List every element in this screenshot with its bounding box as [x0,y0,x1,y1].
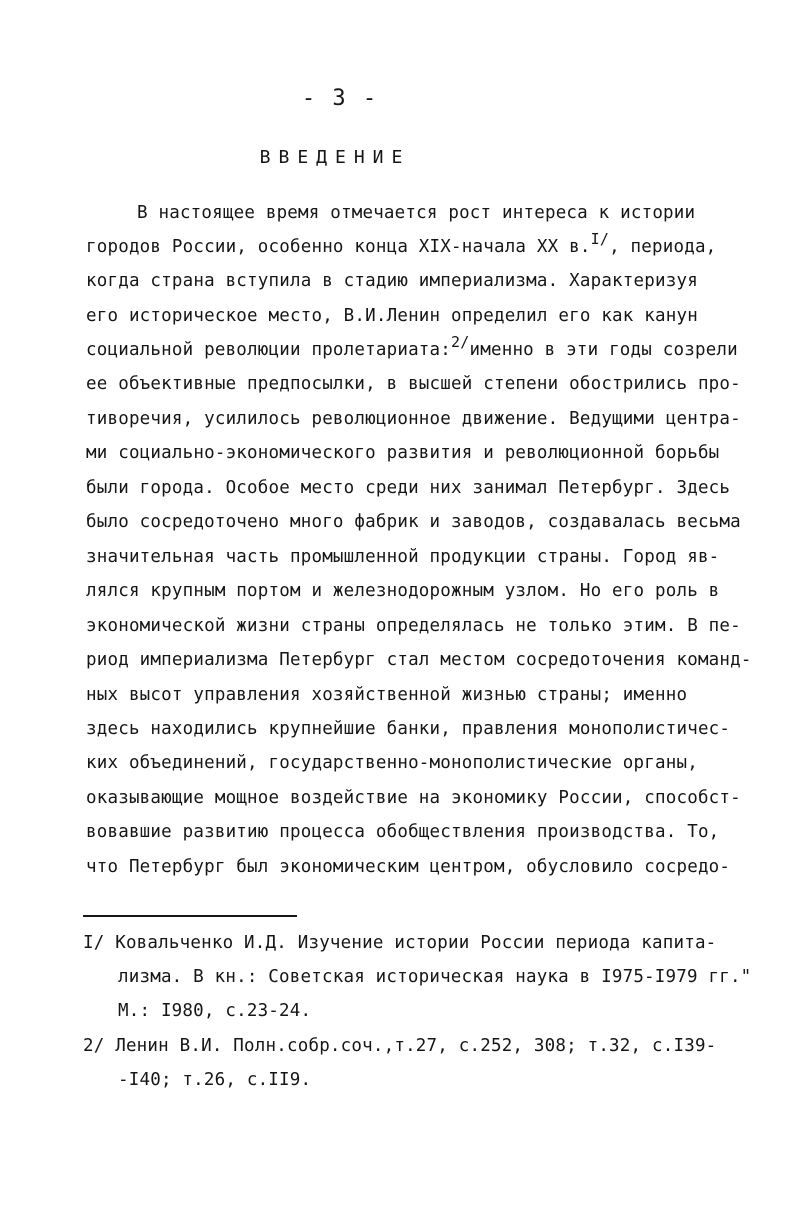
body-line: оказывающие мощное воздействие на экономику России, способст- [86,788,741,808]
page-number: - 3 - [301,86,379,111]
section-heading: ВВЕДЕНИЕ [259,147,411,168]
footnote-divider [83,915,297,917]
body-line: ных высот управления хозяйственной жизнью страны; именно [86,685,688,705]
body-line: тиворечия, усилилось революционное движение. Ведущими центра- [86,409,741,429]
footnote-ref-1: I/ [590,230,610,248]
footnote-line: I/ Ковальченко И.Д. Изучение истории России периода капита- [83,933,717,953]
footnote-line: лизма. В кн.: Советская историческая наука в I975-I979 гг." [118,967,752,987]
body-line: значительная часть промышленной продукции страны. Город яв- [86,547,720,567]
body-line: были города. Особое место среди них занимал Петербург. Здесь [86,478,731,498]
body-line: ких объединений, государственно-монополистические органы, [86,753,698,773]
body-line: здесь находились крупнейшие банки, правления монополистичес- [86,719,731,739]
body-line: что Петербург был экономическим центром, обусловило сосредо- [86,857,731,877]
body-line-text: именно в эти годы созрели [469,340,738,360]
body-line: когда страна вступила в стадию империализма. Характеризуя [86,271,698,291]
body-line [86,333,738,361]
body-line: было сосредоточено много фабрик и заводов, создавалась весьма [86,512,741,532]
body-line: В настоящее время отмечается рост интереса к истории [137,203,696,223]
body-line: лялся крупным портом и железнодорожным узлом. Но его роль в [86,581,720,601]
body-line: экономической жизни страны определялась не только этим. В пе- [86,616,741,636]
footnote-line: -I40; т.26, с.II9. [118,1070,312,1090]
footnote-ref-2: 2/ [451,333,470,351]
body-line-text: социальной революции пролетариата: [86,340,452,360]
body-line: риод империализма Петербург стал местом сосредоточения команд- [86,650,752,670]
body-line: его историческое место, В.И.Ленин определил его как канун [86,306,698,326]
body-line [86,230,717,258]
footnote-line: М.: I980, с.23-24. [118,1001,312,1021]
body-line: ми социально-экономического развития и революционной борьбы [86,443,720,463]
body-line-text: , периода, [609,237,717,257]
body-line: ее объективные предпосылки, в высшей степени обострились про- [86,374,741,394]
footnote-line: 2/ Ленин В.И. Полн.собр.соч.,т.27, с.252, 308; т.32, с.I39- [83,1036,717,1056]
body-line: вовавшие развитию процесса обобществления производства. То, [86,822,720,842]
body-line-text: городов России, особенно конца XIX-начала XX в. [86,237,591,257]
